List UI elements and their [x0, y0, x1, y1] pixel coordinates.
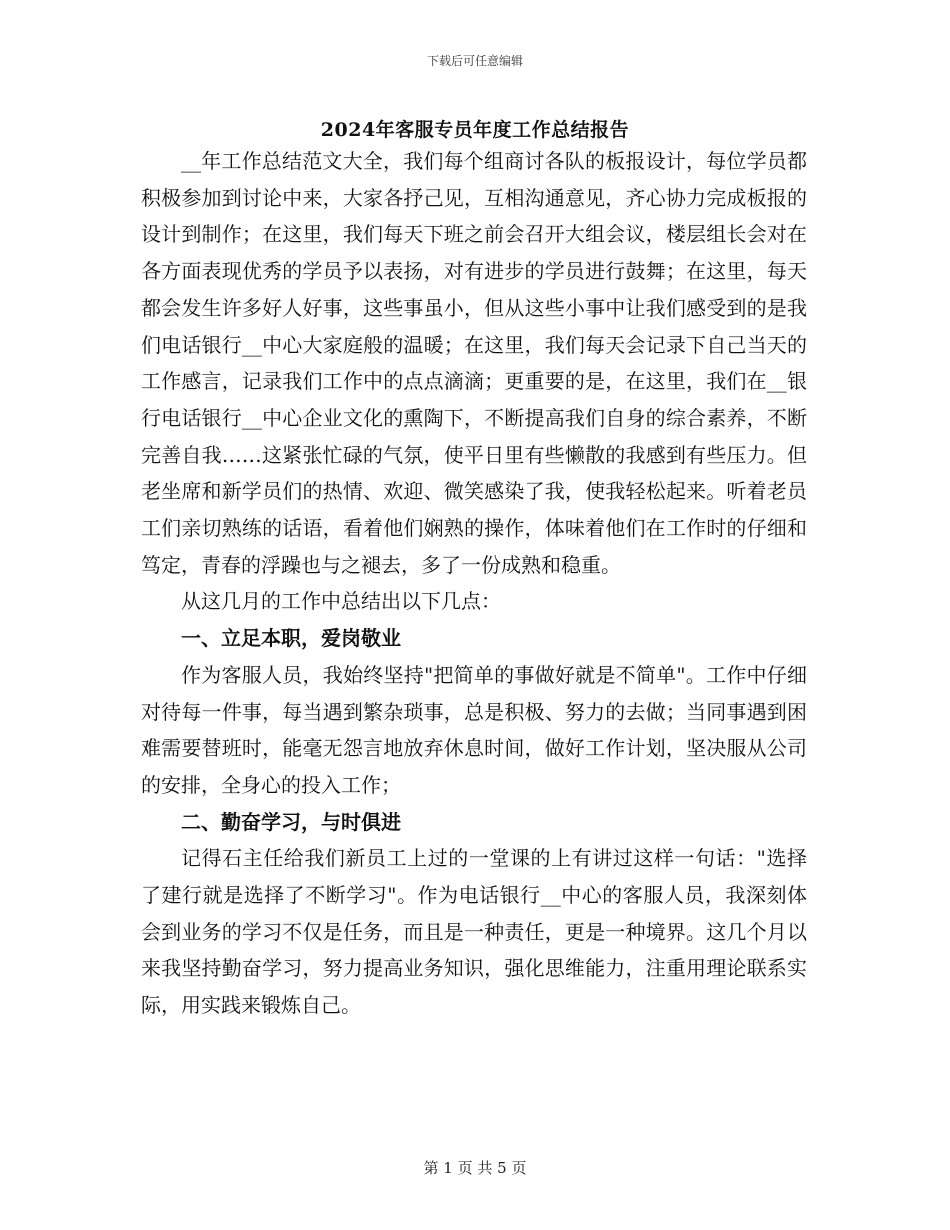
- header-note: 下载后可任意编辑: [426, 54, 523, 68]
- section1-heading: 一、立足本职，爱岗敬业: [181, 626, 401, 651]
- document-body: [141, 143, 807, 1024]
- section2-heading: 二、勤奋学习，与时俱进: [181, 809, 401, 834]
- document-title: 2024年客服专员年度工作总结报告: [320, 119, 630, 141]
- summary-intro-paragraph: 从这几月的工作中总结出以下几点：: [181, 589, 501, 614]
- section2-paragraph: 记得石主任给我们新员工上过的一堂课的上有讲过这样一句话："选择了建行就是选择了不断学习"。作为电话银行__中心的客服人员，我深刻体会到业务的学习不仅是任务，而且是一种责任，更是一种境界。这几个月以来我坚持勤奋学习，努力提高业务知识，强化思维能力，注重用理论联系实际，用实践来锻炼自己。: [141, 846, 807, 1018]
- section1-paragraph: 作为客服人员，我始终坚持"把简单的事做好就是不简单"。工作中仔细对待每一件事，每当遇到繁杂琐事，总是积极、努力的去做；当同事遇到困难需要替班时，能毫无怨言地放弃休息时间，做好工作计划，坚决服从公司的安排，全身心的投入工作；: [141, 662, 807, 797]
- intro-paragraph: __年工作总结范文大全，我们每个组商讨各队的板报设计，每位学员都积极参加到讨论中来，大家各抒己见，互相沟通意见，齐心协力完成板报的设计到制作；在这里，我们每天下班之前会召开大组会议，楼层组长会对在各方面表现优秀的学员予以表扬，对有进步的学员进行鼓舞；在这里，每天都会发生许多好人好事，这些事虽小，但从这些小事中让我们感受到的是我们电话银行__中心大家庭般的温暖；在这里，我们每天会记录下自己当天的工作感言，记录我们工作中的点点滴滴；更重要的是，在这里，我们在__银行电话银行__中心企业文化的熏陶下，不断提高我们自身的综合素养，不断完善自我……这紧张忙碌的气氛，使平日里有些懒散的我感到有些压力。但老坐席和新学员们的热情、欢迎、微笑感染了我，使我轻松起来。听着老员工们亲切熟练的话语，看着他们娴熟的操作，体味着他们在工作时的仔细和笃定，青春的浮躁也与之褪去，多了一份成熟和稳重。: [141, 149, 807, 577]
- page-footer: 第 1 页 共 5 页: [423, 1159, 527, 1177]
